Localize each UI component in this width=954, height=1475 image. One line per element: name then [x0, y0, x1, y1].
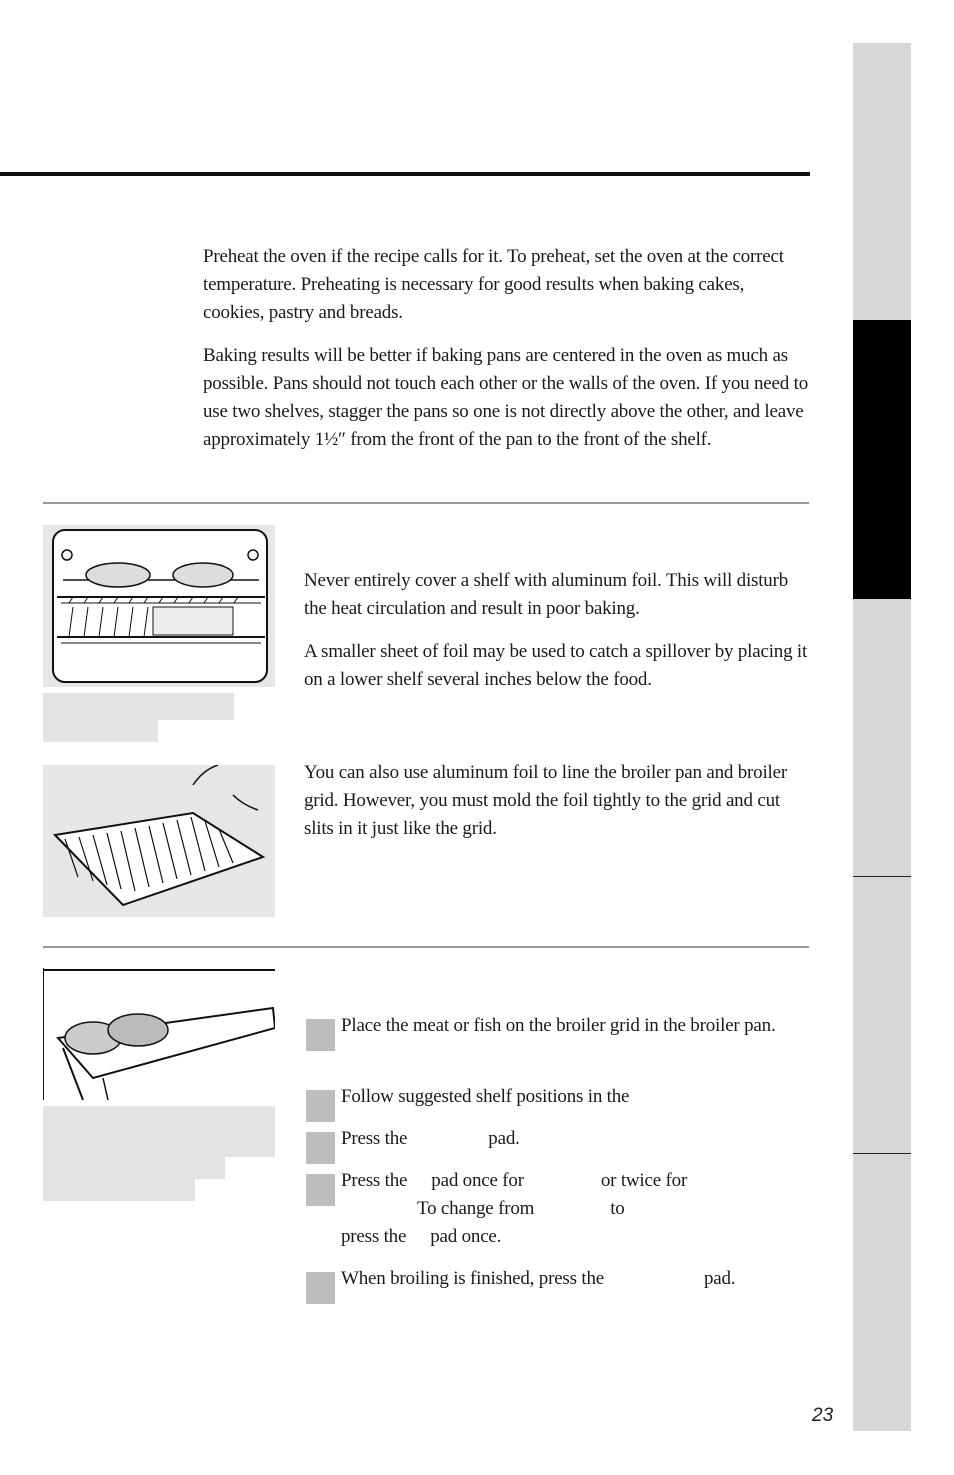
step-1-text: Place the meat or fish on the broiler grid in the broiler pan.	[341, 1015, 776, 1036]
section-divider	[43, 946, 809, 948]
broiler-drawer-icon	[43, 968, 275, 1100]
oven-illustration-caption	[43, 693, 234, 720]
step-marker	[306, 1174, 335, 1206]
foil-spillover-paragraph: A smaller sheet of foil may be used to catch a spillover by placing it on a lower shelf several inches below the food.	[304, 641, 808, 690]
step-4-part-a: Press the	[341, 1170, 408, 1191]
step-marker	[306, 1090, 335, 1122]
preheat-paragraph: Preheat the oven if the recipe calls for it. To preheat, set the oven at the correct temperature. Preheating is necessary for good results when baking cakes, cookies, pastry and breads.	[203, 246, 784, 323]
section-tab-strip	[853, 43, 911, 1431]
broiler-pan-foil-illustration	[43, 765, 275, 917]
section-tab-divider	[853, 876, 911, 877]
step-2-text: Follow suggested shelf positions in the	[341, 1086, 630, 1107]
oven-with-pies-icon	[43, 525, 275, 687]
step-4-part-e: to	[610, 1198, 625, 1219]
broiler-foil-paragraph: You can also use aluminum foil to line the broiler pan and broiler grid. However, you must mold the foil tightly to the grid and cut slits in it just like the grid.	[304, 762, 787, 839]
section-divider	[43, 502, 809, 504]
step-marker	[306, 1019, 335, 1051]
step-4-part-f: press the	[341, 1226, 407, 1247]
step-5-suffix: pad.	[703, 1268, 736, 1289]
step-marker	[306, 1132, 335, 1164]
broiler-illustration-caption	[43, 1157, 225, 1179]
broiler-illustration-caption	[43, 1179, 195, 1201]
step-4-part-g: pad once.	[430, 1226, 502, 1247]
step-5-prefix: When broiling is finished, press the	[341, 1268, 604, 1289]
page-number: 23	[812, 1405, 834, 1426]
step-3-text	[341, 1125, 781, 1153]
step-marker	[306, 1272, 335, 1304]
broiler-oven-illustration	[43, 968, 275, 1100]
step-5-text	[341, 1265, 811, 1293]
step-4-part-c: or twice for	[600, 1170, 688, 1191]
foil-warning-paragraph: Never entirely cover a shelf with aluminum foil. This will disturb the heat circulation and result in poor baking.	[304, 570, 789, 619]
step-3-prefix: Press the	[341, 1128, 408, 1149]
section-tab-active[interactable]	[853, 320, 911, 599]
oven-illustration-caption	[43, 720, 158, 742]
oven-shelves-illustration	[43, 525, 275, 687]
step-4-part-b: pad once for	[431, 1170, 524, 1191]
step-3-suffix: pad.	[488, 1128, 520, 1149]
broiler-pan-icon	[43, 765, 275, 917]
broiler-illustration-caption	[43, 1106, 275, 1157]
step-4-text	[341, 1167, 781, 1251]
section-tab-divider	[853, 1153, 911, 1154]
header-rule	[0, 172, 810, 176]
pan-placement-paragraph: Baking results will be better if baking pans are centered in the oven as much as possible. Pans should not touch each other or the walls of the oven. If you need to use two shelves, stagger the pans so one is not directly above the other, and leave approximately 1½″ from the front of the pan to the front of the shelf.	[203, 345, 808, 450]
step-4-part-d: To change from	[417, 1198, 535, 1219]
